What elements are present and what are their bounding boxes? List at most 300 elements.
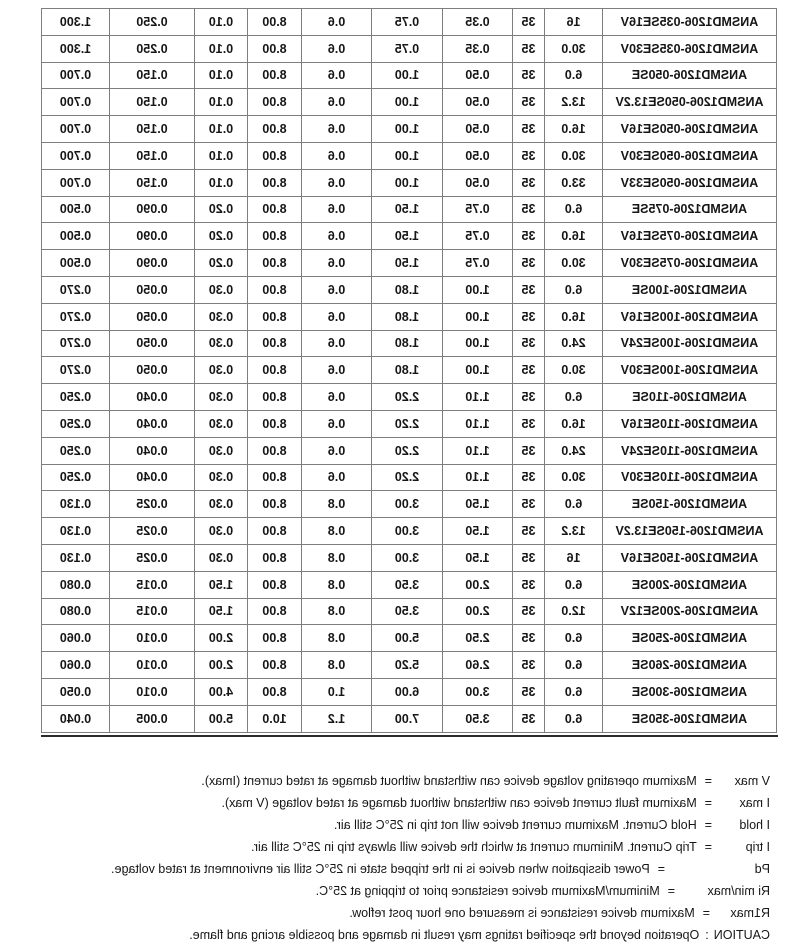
ri-min-cell: 0.090 — [110, 223, 195, 250]
table-bottom-rule — [41, 735, 778, 737]
imax-cell: 35 — [513, 169, 545, 196]
r1max-cell: 0.130 — [42, 518, 110, 545]
ri-min-cell: 0.150 — [110, 116, 195, 143]
part-number-cell: ANSMD1206-100SE30V — [603, 357, 777, 384]
vmax-cell: 30.0 — [545, 464, 603, 491]
legend-desc: Minimum/Maximum device resistance prior to tripping at 25°C. — [315, 884, 660, 898]
table-row — [42, 196, 777, 223]
legend-line-pd — [10, 858, 770, 880]
pd-cell: 0.6 — [302, 35, 372, 62]
table-row — [42, 598, 777, 625]
imax-cell: 35 — [513, 491, 545, 518]
spec-table — [41, 8, 777, 733]
r1max-cell: 0.250 — [42, 437, 110, 464]
ihold-cell: 1.50 — [443, 491, 513, 518]
part-number-cell: ANSMD1206-100SE — [603, 276, 777, 303]
table-row — [42, 303, 777, 330]
trip-time-cell: 0.20 — [195, 223, 248, 250]
itrip-cell: 1.00 — [372, 169, 443, 196]
itrip-cell: 1.00 — [372, 62, 443, 89]
ri-min-cell: 0.250 — [110, 9, 195, 36]
vmax-cell: 16.0 — [545, 410, 603, 437]
pd-cell: 0.6 — [302, 464, 372, 491]
legend-desc: Trip Current. Minimum current at which the device will always trip in 25°C still air. — [251, 840, 697, 854]
pd-cell: 0.6 — [302, 276, 372, 303]
part-number-cell: ANSMD1206-150SE13.2V — [603, 518, 777, 545]
ri-min-cell: 0.250 — [110, 35, 195, 62]
itrip-cell: 3.00 — [372, 544, 443, 571]
legend-desc: Maximum device resistance is measured one hour post reflow. — [349, 906, 695, 920]
trip-current-cell: 8.00 — [248, 303, 302, 330]
r1max-cell: 0.080 — [42, 598, 110, 625]
trip-current-cell: 8.00 — [248, 35, 302, 62]
legend-desc: Hold Current. Maximum current device will not trip in 25°C still air. — [333, 818, 697, 832]
table-row — [42, 276, 777, 303]
pd-cell: 0.8 — [302, 625, 372, 652]
pd-cell: 0.6 — [302, 116, 372, 143]
footnote-legend — [10, 770, 770, 946]
ihold-cell: 2.00 — [443, 571, 513, 598]
itrip-cell: 5.00 — [372, 625, 443, 652]
imax-cell: 35 — [513, 705, 545, 732]
trip-current-cell: 8.00 — [248, 464, 302, 491]
imax-cell: 35 — [513, 384, 545, 411]
trip-time-cell: 0.30 — [195, 357, 248, 384]
part-number-cell: ANSMD1206-150SE — [603, 491, 777, 518]
trip-current-cell: 8.00 — [248, 491, 302, 518]
part-number-cell: ANSMD1206-110SE16V — [603, 410, 777, 437]
itrip-cell: 3.00 — [372, 518, 443, 545]
table-row — [42, 384, 777, 411]
ri-min-cell: 0.010 — [110, 625, 195, 652]
vmax-cell: 13.2 — [545, 89, 603, 116]
itrip-cell: 1.80 — [372, 276, 443, 303]
vmax-cell: 6.0 — [545, 276, 603, 303]
vmax-cell: 30.0 — [545, 250, 603, 277]
legend-line-vmax — [10, 770, 770, 792]
trip-current-cell: 8.00 — [248, 652, 302, 679]
imax-cell: 35 — [513, 625, 545, 652]
imax-cell: 35 — [513, 518, 545, 545]
table-row — [42, 116, 777, 143]
trip-time-cell: 1.50 — [195, 598, 248, 625]
ihold-cell: 0.35 — [443, 35, 513, 62]
imax-cell: 35 — [513, 276, 545, 303]
trip-time-cell: 0.30 — [195, 491, 248, 518]
imax-cell: 35 — [513, 464, 545, 491]
table-row — [42, 410, 777, 437]
imax-cell: 35 — [513, 410, 545, 437]
part-number-cell: ANSMD1206-050SE30V — [603, 142, 777, 169]
imax-cell: 35 — [513, 116, 545, 143]
itrip-cell: 3.00 — [372, 491, 443, 518]
pd-cell: 0.6 — [302, 357, 372, 384]
ihold-cell: 1.10 — [443, 384, 513, 411]
trip-current-cell: 8.00 — [248, 518, 302, 545]
ihold-cell: 2.50 — [443, 625, 513, 652]
legend-label: V max — [734, 774, 770, 788]
itrip-cell: 1.00 — [372, 142, 443, 169]
pd-cell: 0.6 — [302, 142, 372, 169]
table-row — [42, 142, 777, 169]
part-number-cell: ANSMD1206-100SE24V — [603, 330, 777, 357]
vmax-cell: 6.0 — [545, 705, 603, 732]
ihold-cell: 1.10 — [443, 437, 513, 464]
itrip-cell: 6.00 — [372, 678, 443, 705]
trip-current-cell: 8.00 — [248, 625, 302, 652]
trip-current-cell: 8.00 — [248, 544, 302, 571]
imax-cell: 35 — [513, 89, 545, 116]
pd-cell: 0.8 — [302, 491, 372, 518]
table-row — [42, 571, 777, 598]
vmax-cell: 30.0 — [545, 357, 603, 384]
r1max-cell: 0.270 — [42, 357, 110, 384]
table-row — [42, 250, 777, 277]
legend-equals: = — [704, 796, 712, 810]
ihold-cell: 2.60 — [443, 652, 513, 679]
pd-cell: 0.6 — [302, 303, 372, 330]
ri-min-cell: 0.050 — [110, 357, 195, 384]
table-row — [42, 652, 777, 679]
table-row — [42, 9, 777, 36]
ihold-cell: 0.50 — [443, 142, 513, 169]
trip-time-cell: 0.10 — [195, 35, 248, 62]
ri-min-cell: 0.090 — [110, 196, 195, 223]
part-number-cell: ANSMD1206-110SE30V — [603, 464, 777, 491]
vmax-cell: 16.0 — [545, 223, 603, 250]
trip-current-cell: 8.00 — [248, 598, 302, 625]
itrip-cell: 0.75 — [372, 9, 443, 36]
trip-time-cell: 0.10 — [195, 169, 248, 196]
ihold-cell: 3.50 — [443, 705, 513, 732]
pd-cell: 0.6 — [302, 9, 372, 36]
r1max-cell: 0.040 — [42, 705, 110, 732]
trip-current-cell: 8.00 — [248, 89, 302, 116]
trip-time-cell: 0.10 — [195, 89, 248, 116]
itrip-cell: 1.80 — [372, 303, 443, 330]
part-number-cell: ANSMD1206-150SE16V — [603, 544, 777, 571]
ri-min-cell: 0.050 — [110, 330, 195, 357]
r1max-cell: 0.700 — [42, 89, 110, 116]
r1max-cell: 0.270 — [42, 276, 110, 303]
vmax-cell: 16 — [545, 544, 603, 571]
imax-cell: 35 — [513, 652, 545, 679]
trip-current-cell: 8.00 — [248, 678, 302, 705]
ihold-cell: 1.00 — [443, 276, 513, 303]
vmax-cell: 13.2 — [545, 518, 603, 545]
trip-time-cell: 0.10 — [195, 116, 248, 143]
table-row — [42, 625, 777, 652]
vmax-cell: 30.0 — [545, 142, 603, 169]
itrip-cell: 3.50 — [372, 571, 443, 598]
trip-time-cell: 0.10 — [195, 9, 248, 36]
ihold-cell: 1.00 — [443, 357, 513, 384]
table-row — [42, 464, 777, 491]
part-number-cell: ANSMD1206-035SE16V — [603, 9, 777, 36]
ihold-cell: 3.00 — [443, 678, 513, 705]
ihold-cell: 0.50 — [443, 62, 513, 89]
part-number-cell: ANSMD1206-260SE — [603, 652, 777, 679]
r1max-cell: 0.250 — [42, 464, 110, 491]
vmax-cell: 16.0 — [545, 116, 603, 143]
ri-min-cell: 0.150 — [110, 62, 195, 89]
ihold-cell: 1.00 — [443, 303, 513, 330]
trip-current-cell: 8.00 — [248, 571, 302, 598]
part-number-cell: ANSMD1206-250SE — [603, 625, 777, 652]
trip-time-cell: 0.30 — [195, 518, 248, 545]
r1max-cell: 0.060 — [42, 652, 110, 679]
trip-current-cell: 8.00 — [248, 9, 302, 36]
part-number-cell: ANSMD1206-300SE — [603, 678, 777, 705]
spec-table-body — [42, 9, 777, 733]
part-number-cell: ANSMD1206-050SE13.2V — [603, 89, 777, 116]
imax-cell: 35 — [513, 330, 545, 357]
trip-time-cell: 0.30 — [195, 437, 248, 464]
r1max-cell: 0.130 — [42, 491, 110, 518]
itrip-cell: 2.20 — [372, 464, 443, 491]
part-number-cell: ANSMD1206-100SE16V — [603, 303, 777, 330]
ihold-cell: 1.10 — [443, 464, 513, 491]
trip-current-cell: 8.00 — [248, 196, 302, 223]
table-row — [42, 705, 777, 732]
trip-time-cell: 0.20 — [195, 250, 248, 277]
imax-cell: 35 — [513, 223, 545, 250]
pd-cell: 1.0 — [302, 678, 372, 705]
imax-cell: 35 — [513, 544, 545, 571]
r1max-cell: 0.700 — [42, 142, 110, 169]
table-row — [42, 437, 777, 464]
legend-desc: Operation beyond the specified ratings may result in damage and possible arcing and flame. — [189, 928, 700, 942]
part-number-cell: ANSMD1206-110SE — [603, 384, 777, 411]
ihold-cell: 0.35 — [443, 9, 513, 36]
trip-current-cell: 10.0 — [248, 705, 302, 732]
imax-cell: 35 — [513, 437, 545, 464]
trip-time-cell: 0.30 — [195, 464, 248, 491]
ihold-cell: 1.50 — [443, 544, 513, 571]
vmax-cell: 24.0 — [545, 330, 603, 357]
part-number-cell: ANSMD1206-050SE — [603, 62, 777, 89]
legend-desc: Maximum fault current device can withstand without damage at rated voltage (V max). — [221, 796, 697, 810]
vmax-cell: 24.0 — [545, 437, 603, 464]
itrip-cell: 1.50 — [372, 196, 443, 223]
legend-line-imax — [10, 792, 770, 814]
ihold-cell: 0.75 — [443, 250, 513, 277]
legend-desc: Power dissipation when device is in the tripped state in 25°C still air environment at rated voltage. — [111, 862, 650, 876]
part-number-cell: ANSMD1206-200SE — [603, 571, 777, 598]
itrip-cell: 2.20 — [372, 410, 443, 437]
pd-cell: 0.8 — [302, 571, 372, 598]
legend-equals: : — [705, 928, 709, 942]
legend-label: Pd — [754, 862, 770, 876]
trip-time-cell: 0.10 — [195, 62, 248, 89]
ri-min-cell: 0.090 — [110, 250, 195, 277]
ri-min-cell: 0.150 — [110, 169, 195, 196]
trip-time-cell: 0.10 — [195, 142, 248, 169]
ri-min-cell: 0.150 — [110, 142, 195, 169]
ri-min-cell: 0.050 — [110, 276, 195, 303]
trip-current-cell: 8.00 — [248, 62, 302, 89]
itrip-cell: 1.00 — [372, 89, 443, 116]
pd-cell: 0.8 — [302, 598, 372, 625]
r1max-cell: 0.270 — [42, 330, 110, 357]
table-row — [42, 330, 777, 357]
trip-current-cell: 8.00 — [248, 384, 302, 411]
trip-time-cell: 1.50 — [195, 571, 248, 598]
legend-line-ihold — [10, 814, 770, 836]
ri-min-cell: 0.040 — [110, 410, 195, 437]
vmax-cell: 6.0 — [545, 384, 603, 411]
imax-cell: 35 — [513, 598, 545, 625]
trip-time-cell: 0.30 — [195, 303, 248, 330]
legend-equals: = — [704, 818, 712, 832]
trip-current-cell: 8.00 — [248, 142, 302, 169]
vmax-cell: 16 — [545, 9, 603, 36]
imax-cell: 35 — [513, 62, 545, 89]
r1max-cell: 0.700 — [42, 169, 110, 196]
table-row — [42, 491, 777, 518]
vmax-cell: 6.0 — [545, 678, 603, 705]
trip-current-cell: 8.00 — [248, 410, 302, 437]
legend-label: CAUTION — [713, 928, 770, 942]
r1max-cell: 0.500 — [42, 196, 110, 223]
legend-equals: = — [667, 884, 675, 898]
legend-label: R1max — [730, 906, 770, 920]
pd-cell: 0.6 — [302, 169, 372, 196]
pd-cell: 0.6 — [302, 437, 372, 464]
vmax-cell: 6.0 — [545, 196, 603, 223]
table-row — [42, 62, 777, 89]
r1max-cell: 0.700 — [42, 116, 110, 143]
part-number-cell: ANSMD1206-050SE33V — [603, 169, 777, 196]
trip-time-cell: 4.00 — [195, 678, 248, 705]
trip-current-cell: 8.00 — [248, 276, 302, 303]
legend-label: I trip — [745, 840, 770, 854]
ihold-cell: 0.75 — [443, 223, 513, 250]
ri-min-cell: 0.005 — [110, 705, 195, 732]
vmax-cell: 16.0 — [545, 303, 603, 330]
table-row — [42, 223, 777, 250]
vmax-cell: 6.0 — [545, 625, 603, 652]
itrip-cell: 1.00 — [372, 116, 443, 143]
trip-current-cell: 8.00 — [248, 330, 302, 357]
part-number-cell: ANSMD1206-075SE16V — [603, 223, 777, 250]
imax-cell: 35 — [513, 250, 545, 277]
ihold-cell: 0.75 — [443, 196, 513, 223]
trip-current-cell: 8.00 — [248, 437, 302, 464]
part-number-cell: ANSMD1206-035SE30V — [603, 35, 777, 62]
ri-min-cell: 0.050 — [110, 303, 195, 330]
imax-cell: 35 — [513, 35, 545, 62]
trip-current-cell: 8.00 — [248, 357, 302, 384]
pd-cell: 0.6 — [302, 89, 372, 116]
r1max-cell: 0.130 — [42, 544, 110, 571]
trip-current-cell: 8.00 — [248, 223, 302, 250]
ihold-cell: 2.00 — [443, 598, 513, 625]
itrip-cell: 1.80 — [372, 330, 443, 357]
table-row — [42, 544, 777, 571]
pd-cell: 0.6 — [302, 410, 372, 437]
part-number-cell: ANSMD1206-050SE16V — [603, 116, 777, 143]
table-row — [42, 35, 777, 62]
r1max-cell: 1.300 — [42, 9, 110, 36]
ri-min-cell: 0.150 — [110, 89, 195, 116]
trip-time-cell: 0.20 — [195, 196, 248, 223]
itrip-cell: 1.50 — [372, 223, 443, 250]
legend-line-itrip — [10, 836, 770, 858]
legend-desc: Maximum operating voltage device can withstand without damage at rated current (Imax). — [201, 774, 697, 788]
ri-min-cell: 0.010 — [110, 678, 195, 705]
pd-cell: 0.8 — [302, 544, 372, 571]
trip-current-cell: 8.00 — [248, 116, 302, 143]
legend-equals: = — [657, 862, 665, 876]
ri-min-cell: 0.040 — [110, 437, 195, 464]
ihold-cell: 1.00 — [443, 330, 513, 357]
r1max-cell: 0.270 — [42, 303, 110, 330]
r1max-cell: 0.060 — [42, 625, 110, 652]
part-number-cell: ANSMD1206-075SE30V — [603, 250, 777, 277]
pd-cell: 0.8 — [302, 652, 372, 679]
legend-label: Ri min/max — [707, 884, 770, 898]
itrip-cell: 3.50 — [372, 598, 443, 625]
r1max-cell: 0.700 — [42, 62, 110, 89]
ihold-cell: 1.50 — [443, 518, 513, 545]
vmax-cell: 6.0 — [545, 491, 603, 518]
part-number-cell: ANSMD1206-350SE — [603, 705, 777, 732]
ri-min-cell: 0.015 — [110, 598, 195, 625]
trip-time-cell: 2.00 — [195, 652, 248, 679]
pd-cell: 0.6 — [302, 223, 372, 250]
pd-cell: 0.6 — [302, 384, 372, 411]
itrip-cell: 7.00 — [372, 705, 443, 732]
itrip-cell: 1.50 — [372, 250, 443, 277]
vmax-cell: 12.0 — [545, 598, 603, 625]
itrip-cell: 2.20 — [372, 384, 443, 411]
legend-line-r1max — [10, 902, 770, 924]
imax-cell: 35 — [513, 678, 545, 705]
imax-cell: 35 — [513, 196, 545, 223]
ihold-cell: 1.10 — [443, 410, 513, 437]
trip-time-cell: 0.30 — [195, 276, 248, 303]
vmax-cell: 30.0 — [545, 35, 603, 62]
itrip-cell: 5.20 — [372, 652, 443, 679]
ri-min-cell: 0.040 — [110, 384, 195, 411]
trip-time-cell: 0.30 — [195, 330, 248, 357]
part-number-cell: ANSMD1206-075SE — [603, 196, 777, 223]
ihold-cell: 0.50 — [443, 89, 513, 116]
legend-label: I hold — [739, 818, 770, 832]
ri-min-cell: 0.025 — [110, 491, 195, 518]
ri-min-cell: 0.040 — [110, 464, 195, 491]
imax-cell: 35 — [513, 571, 545, 598]
legend-line-rimin — [10, 880, 770, 902]
ihold-cell: 0.50 — [443, 116, 513, 143]
part-number-cell: ANSMD1206-200SE12V — [603, 598, 777, 625]
imax-cell: 35 — [513, 357, 545, 384]
legend-equals: = — [702, 906, 710, 920]
pd-cell: 0.6 — [302, 62, 372, 89]
r1max-cell: 0.080 — [42, 571, 110, 598]
imax-cell: 35 — [513, 9, 545, 36]
table-row — [42, 518, 777, 545]
ri-min-cell: 0.010 — [110, 652, 195, 679]
ri-min-cell: 0.025 — [110, 518, 195, 545]
trip-time-cell: 2.00 — [195, 625, 248, 652]
vmax-cell: 6.0 — [545, 571, 603, 598]
table-row — [42, 357, 777, 384]
r1max-cell: 0.500 — [42, 250, 110, 277]
pd-cell: 0.6 — [302, 250, 372, 277]
imax-cell: 35 — [513, 142, 545, 169]
